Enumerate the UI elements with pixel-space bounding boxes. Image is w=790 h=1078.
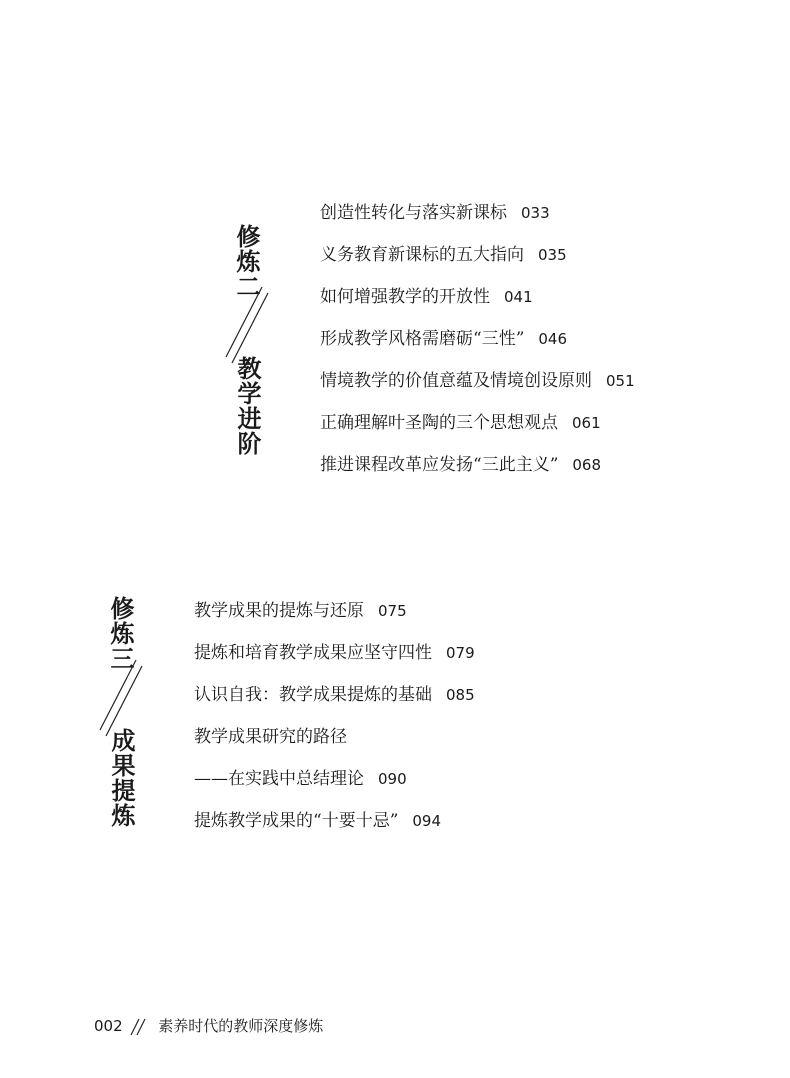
toc-entry-page: 051 xyxy=(606,372,635,390)
toc-entry[interactable] xyxy=(194,716,475,758)
toc-entry-title: 形成教学风格需磨砺“三性” xyxy=(320,329,525,349)
toc-entry[interactable] xyxy=(194,590,475,632)
toc-entry-page: 094 xyxy=(412,812,442,830)
page-footer xyxy=(94,1014,323,1038)
toc-entry-title: 认识自我：教学成果提炼的基础 xyxy=(194,685,432,705)
toc-entry[interactable] xyxy=(320,402,635,444)
toc-entry-title: 情境教学的价值意蕴及情境创设原则 xyxy=(320,371,592,391)
toc-entry[interactable] xyxy=(320,276,635,318)
toc-entry[interactable] xyxy=(320,318,635,360)
toc-entry-page: 046 xyxy=(538,330,568,348)
toc-entry-subtitle[interactable] xyxy=(194,758,475,800)
toc-entry-page: 068 xyxy=(572,456,602,474)
toc-entry[interactable] xyxy=(194,674,475,716)
toc-entry-page: 041 xyxy=(504,288,533,306)
toc-entry-title: 如何增强教学的开放性 xyxy=(320,287,490,307)
toc-entry[interactable] xyxy=(194,800,475,842)
footer-separator-slash xyxy=(127,1017,153,1037)
section-title-label: 成果提炼 xyxy=(107,728,135,828)
book-title: 素养时代的教师深度修炼 xyxy=(158,1017,324,1035)
toc-entry-page: 061 xyxy=(572,414,601,432)
toc-entry[interactable] xyxy=(320,444,635,486)
toc-entry-page: 075 xyxy=(378,602,407,620)
section-divider-slash xyxy=(222,285,270,367)
toc-entry-title: 创造性转化与落实新课标 xyxy=(320,203,507,223)
toc-entry-page: 085 xyxy=(446,686,475,704)
toc-entry[interactable] xyxy=(194,632,475,674)
toc-entry-title: 义务教育新课标的五大指向 xyxy=(320,245,524,265)
toc-entry-title: 提炼教学成果的“十要十忌” xyxy=(194,811,399,831)
toc-entry-title: ——在实践中总结理论 xyxy=(194,769,364,789)
toc-list xyxy=(194,590,475,842)
toc-entry-title: 正确理解叶圣陶的三个思想观点 xyxy=(320,413,558,433)
page-number: 002 xyxy=(94,1017,123,1035)
toc-list xyxy=(320,192,635,486)
toc-entry[interactable] xyxy=(320,192,635,234)
toc-entry[interactable] xyxy=(320,234,635,276)
toc-entry-title: 推进课程改革应发扬“三此主义” xyxy=(320,455,559,475)
toc-entry-page: 079 xyxy=(446,644,475,662)
toc-entry-title: 提炼和培育教学成果应坚守四性 xyxy=(194,643,432,663)
toc-entry-title: 教学成果的提炼与还原 xyxy=(194,601,364,621)
toc-entry-page: 090 xyxy=(378,770,407,788)
toc-entry[interactable] xyxy=(320,360,635,402)
toc-entry-title: 教学成果研究的路径 xyxy=(194,727,347,747)
toc-entry-page: 033 xyxy=(521,204,550,222)
section-part-label: 修炼三 xyxy=(106,596,134,671)
section-part-label: 修炼二 xyxy=(232,224,260,299)
toc-entry-page: 035 xyxy=(538,246,567,264)
section-title-label: 教学进阶 xyxy=(233,356,261,456)
